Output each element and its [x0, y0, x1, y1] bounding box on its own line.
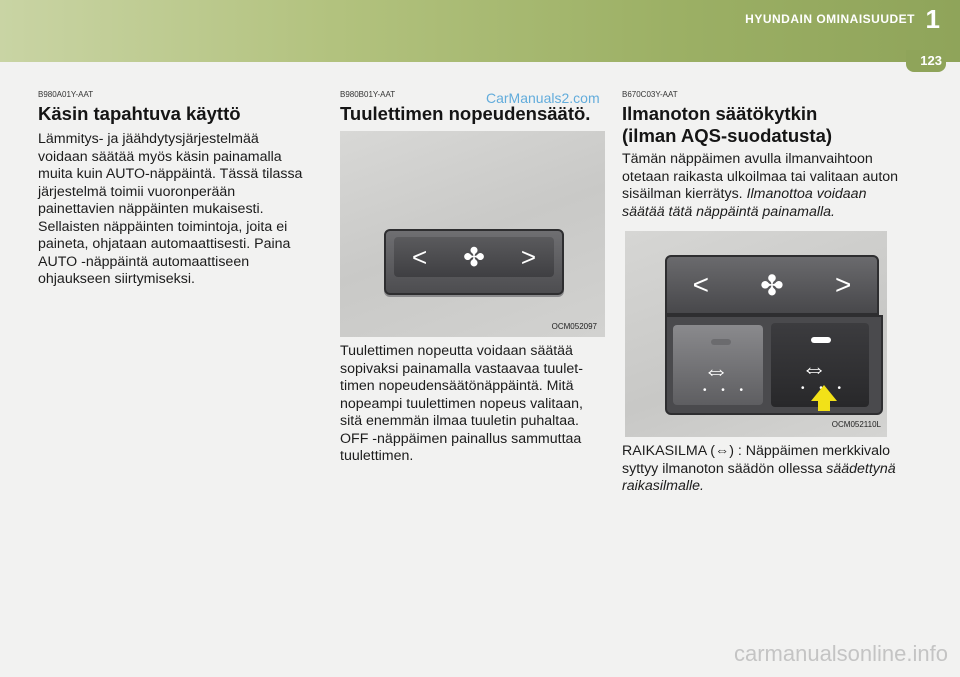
fan-icon: ✤	[463, 241, 485, 272]
section-code: B980B01Y-AAT	[340, 90, 396, 99]
section-heading: Tuulettimen nopeudensäätö.	[340, 103, 591, 124]
section-code: B980A01Y-AAT	[38, 90, 94, 99]
indicator-led-on	[811, 337, 831, 343]
paragraph-italic-text: säädettynä raikasilmalle.	[622, 460, 896, 494]
fan-control-panel	[665, 255, 879, 315]
paragraph-text: Tämän näppäimen avulla ilmanvaihtoon otetaan raikasta ulkoilmaa tai valitaan auton sisäilman kierrätys.	[622, 151, 899, 202]
section-title: HYUNDAIN OMINAISUUDET	[745, 12, 915, 26]
column-manual-operation	[38, 90, 308, 289]
paragraph: Lämmitys- ja jäähdytysjärjestelmää voidaan säätää myös käsin painamalla muita kuin AUTO-näppäintä. Tässä tilassa järjestelmä toimii vuoronperään painettavien näppäinten mukaisesti. Sellaisten näppäinten toimintoja, joita ei paineta, ohjataan automaattisesti. Paina AUTO -näppäintä automaattiseen ohjaukseen siirtymiseksi.	[38, 131, 303, 287]
figure-code: OCM052097	[551, 322, 597, 331]
page-number: 123	[920, 53, 942, 68]
car-fresh-air-icon: ⇔	[801, 353, 827, 383]
header-band	[0, 0, 960, 62]
dots-icon: • • •	[703, 385, 750, 396]
chevron-right-icon: >	[520, 241, 537, 272]
recirculation-button	[673, 325, 763, 405]
chevron-left-icon: <	[411, 241, 428, 272]
arrow-stem	[818, 399, 830, 411]
fan-icon: ✤	[760, 269, 784, 301]
indicator-led	[711, 339, 731, 345]
section-code: B670C03Y-AAT	[622, 90, 678, 99]
paragraph	[622, 151, 907, 221]
chevron-right-icon: >	[834, 269, 852, 300]
section-heading: Käsin tapahtuva käyttö	[38, 103, 241, 124]
paragraph-text: RAIKASILMA (⇔) : Näppäimen merkkivalo syttyy ilmanoton säädön ollessa	[622, 443, 891, 477]
air-intake-photo	[625, 231, 887, 437]
figure-code: OCM052110L	[831, 420, 881, 429]
watermark-carmanuals: CarManuals2.com	[486, 90, 600, 106]
chapter-number: 1	[925, 4, 940, 34]
air-intake-panel	[665, 315, 883, 415]
heading-line: Ilmanoton säätökytkin	[622, 103, 818, 124]
fan-control-panel	[384, 229, 564, 295]
section-heading	[622, 103, 907, 147]
chevron-left-icon: <	[692, 269, 709, 300]
column-air-intake	[622, 90, 907, 496]
paragraph: Tuulettimen nopeutta voidaan säätää sopivaksi painamalla vastaavaa tuulettimen nopeudensäätönäppäintä. Mitä nopeampi tuulettimen nopeus valitaan, sitä enemmän ilmaa tuuletin puhaltaa. OFF -näppäimen painallus sammuttaa tuulettimen.	[340, 343, 583, 464]
heading-line: (ilman AQS-suodatusta)	[622, 125, 833, 146]
paragraph-italic-text: Ilmanottoa voidaan säätää tätä näppäintä painamalla.	[622, 186, 867, 220]
car-recirc-icon: ⇔	[703, 355, 729, 385]
fan-control-photo	[340, 131, 605, 337]
watermark-carmanualsonline: carmanualsonline.info	[733, 641, 948, 666]
dots-icon: • • •	[801, 383, 848, 394]
paragraph	[622, 443, 907, 496]
column-fan-speed	[340, 90, 605, 466]
